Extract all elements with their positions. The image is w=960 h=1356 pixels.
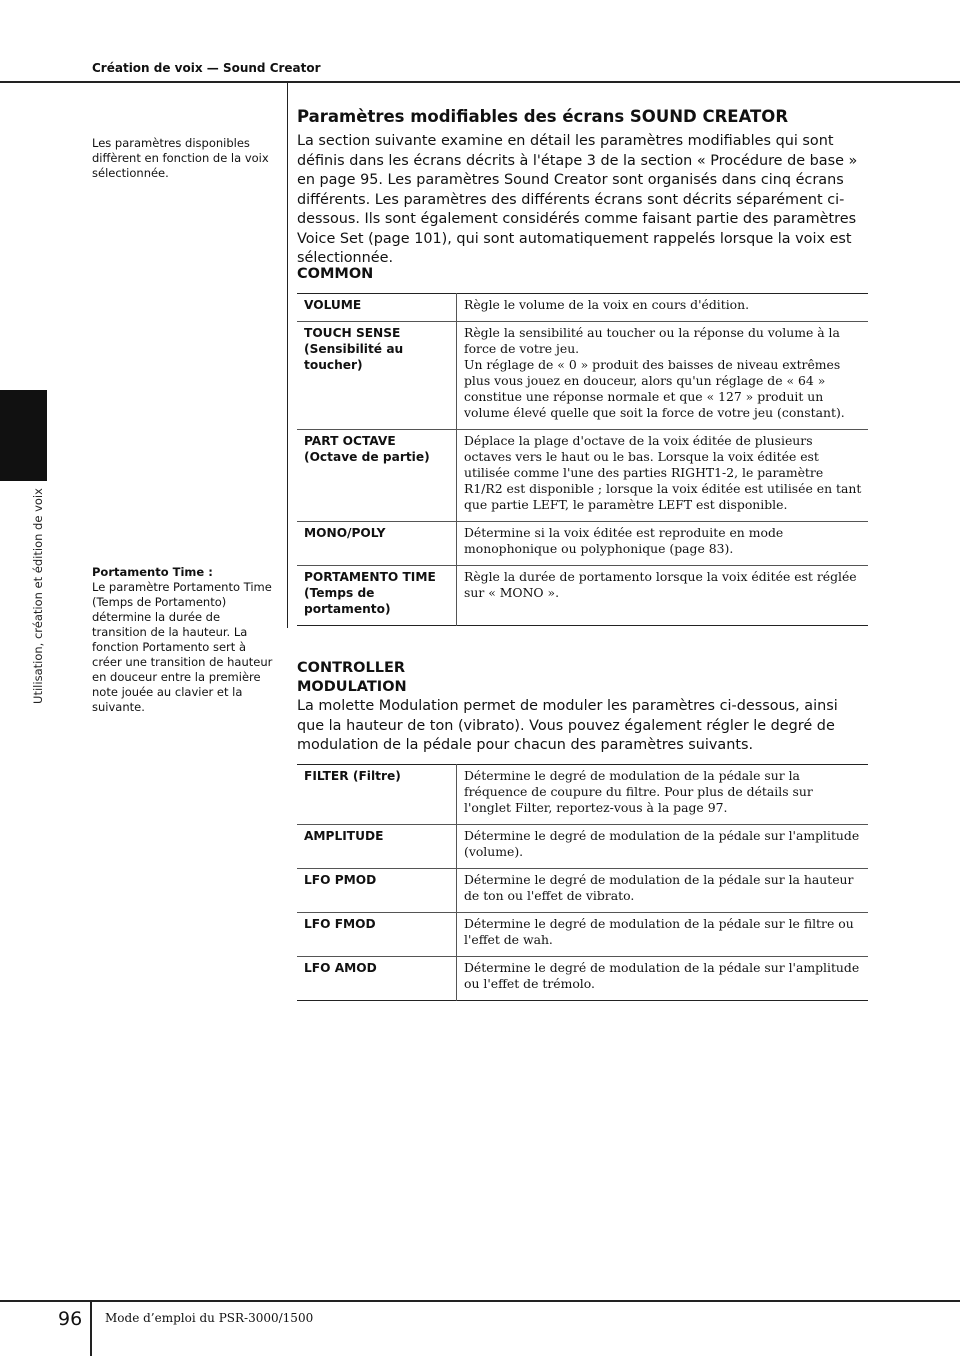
parameter-description: Détermine le degré de modulation de la pédale sur la hauteur de ton ou l'effet de vibrato.	[457, 869, 869, 913]
parameter-description: Détermine si la voix éditée est reproduite en mode monophonique ou polyphonique (page 83).	[457, 522, 869, 566]
parameter-description: Détermine le degré de modulation de la pédale sur l'amplitude ou l'effet de trémolo.	[457, 957, 869, 1001]
parameter-row	[297, 765, 868, 825]
controller-heading: CONTROLLER	[297, 660, 406, 676]
footer-rule	[0, 1300, 960, 1302]
chapter-tab-label: Utilisation, création et édition de voix	[31, 488, 45, 704]
parameter-name: PART OCTAVE (Octave de partie)	[297, 430, 457, 522]
parameter-description: Règle la durée de portamento lorsque la voix éditée est réglée sur « MONO ».	[457, 566, 869, 626]
modulation-subheading: MODULATION	[297, 679, 407, 695]
common-heading: COMMON	[297, 266, 374, 282]
parameter-description: Détermine le degré de modulation de la pédale sur le filtre ou l'effet de wah.	[457, 913, 869, 957]
parameter-description: Déplace la plage d'octave de la voix éditée de plusieurs octaves vers le haut ou le bas. Lorsque la voix éditée est utilisée comme l'une des parties RIGHT1-2, le paramètre R1/R2 est disponible ; lorsque la voix éditée est utilisée en tant que partie LEFT, le paramètre LEFT est disponible.	[457, 430, 869, 522]
modulation-intro: La molette Modulation permet de moduler les paramètres ci-dessous, ainsi que la hauteur de ton (vibrato). Vous pouvez également régler le degré de modulation de la pédale pour chacun des paramètres suivants.	[297, 698, 838, 753]
parameter-name: LFO PMOD	[297, 869, 457, 913]
parameter-name: PORTAMENTO TIME (Temps de portamento)	[297, 566, 457, 626]
parameter-description: Détermine le degré de modulation de la pédale sur l'amplitude (volume).	[457, 825, 869, 869]
controller-heading-block	[297, 659, 868, 697]
margin-note-body: Le paramètre Portamento Time (Temps de Portamento) détermine la durée de transition de la hauteur. La fonction Portamento sert à créer une transition de hauteur en douceur entre la première note jouée au clavier et la suivante.	[92, 580, 273, 714]
parameter-description: Détermine le degré de modulation de la pédale sur la fréquence de coupure du filtre. Pour plus de détails sur l'onglet Filter, reportez-vous à la page 97.	[464, 768, 813, 815]
modulation-table-body	[297, 765, 868, 1001]
parameter-row	[297, 294, 868, 322]
column-divider	[287, 83, 288, 628]
section-intro: La section suivante examine en détail les paramètres modifiables qui sont définis dans les écrans décrits à l'étape 3 de la section « Procédure de base » en page 95. Les paramètres Sound Creator sont organisés dans cinq écrans différents. Les paramètres des différents écrans sont décrits séparément ci-dessous. Ils sont également considérés comme faisant partie des paramètres Voice Set (page 101), qui sont automatiquement rappelés lorsque la voix est sélectionnée.	[297, 133, 858, 266]
parameter-name: VOLUME	[297, 294, 457, 322]
common-table-body	[297, 294, 868, 626]
modulation-parameter-table	[297, 764, 868, 1001]
parameter-description: Règle le volume de la voix en cours d'édition.	[464, 297, 750, 312]
page-number: 96	[58, 1308, 83, 1330]
parameter-row	[297, 522, 868, 566]
parameter-description: Règle la sensibilité au toucher ou la réponse du volume à la force de votre jeu. Un réglage de « 0 » produit des baisses de niveau extrêmes plus vous jouez en douceur, alors qu'un réglage de « 64 » constitue une réponse normale et que « 127 » produit un volume élevé quelle que soit la force de votre jeu (constant).	[457, 322, 869, 430]
margin-note-title: Portamento Time :	[92, 565, 213, 579]
parameter-name: LFO AMOD	[297, 957, 457, 1001]
margin-note-portamento	[92, 565, 277, 715]
common-parameter-table	[297, 293, 868, 626]
parameter-row	[297, 913, 868, 957]
parameter-name: LFO FMOD	[297, 913, 457, 957]
margin-note-parameters: Les paramètres disponibles diffèrent en fonction de la voix sélectionnée.	[92, 136, 269, 180]
parameter-row	[297, 566, 868, 626]
footer-divider	[90, 1302, 92, 1356]
parameter-row	[297, 869, 868, 913]
parameter-name: FILTER (Filtre)	[297, 765, 457, 825]
parameter-row	[297, 322, 868, 430]
running-header: Création de voix — Sound Creator	[92, 61, 321, 75]
parameter-name: TOUCH SENSE (Sensibilité au toucher)	[297, 322, 457, 430]
header-rule	[0, 81, 960, 83]
manual-title: Mode d’emploi du PSR-3000/1500	[105, 1311, 314, 1325]
parameter-row	[297, 957, 868, 1001]
parameter-name: AMPLITUDE	[297, 825, 457, 869]
parameter-row	[297, 430, 868, 522]
parameter-row	[297, 825, 868, 869]
section-title: Paramètres modifiables des écrans SOUND CREATOR	[297, 107, 789, 126]
parameter-name: MONO/POLY	[297, 522, 457, 566]
chapter-tab-marker	[0, 390, 47, 481]
